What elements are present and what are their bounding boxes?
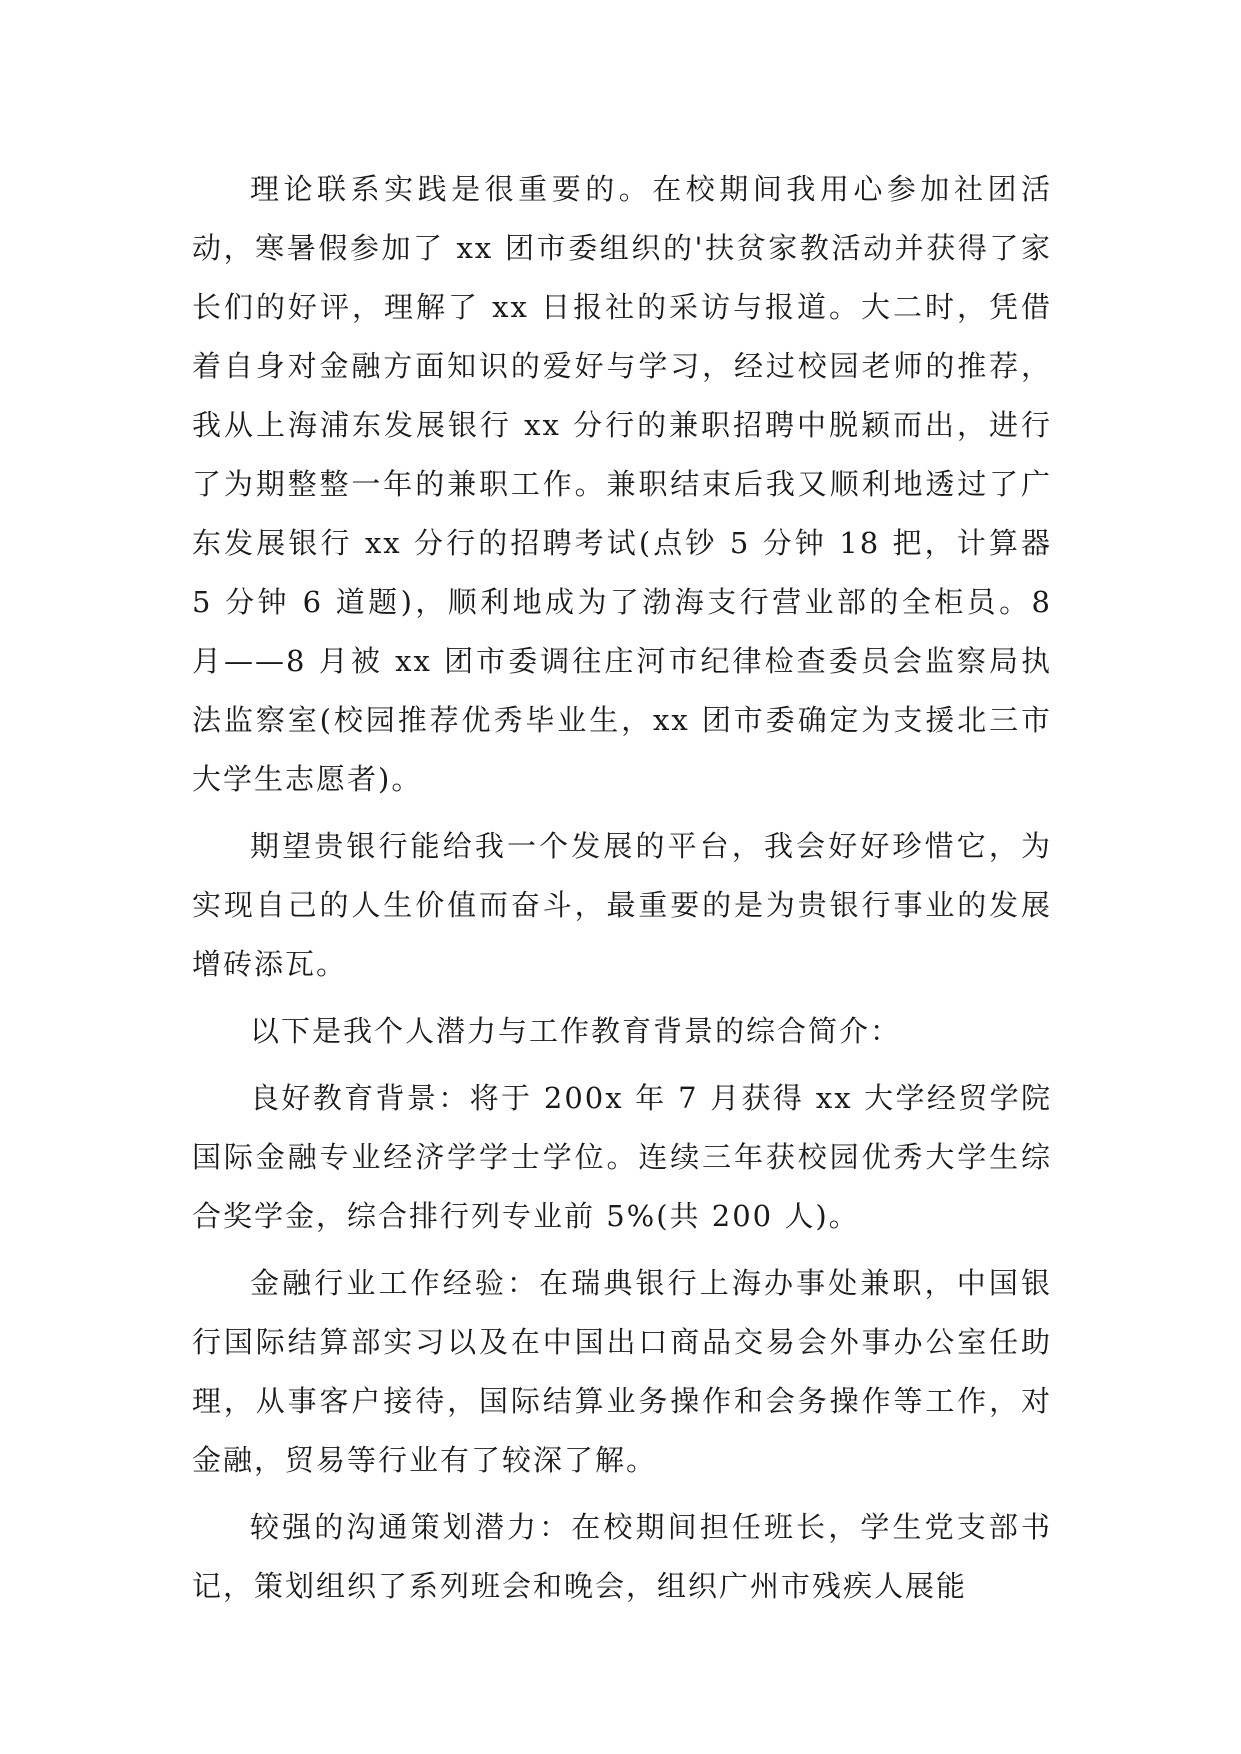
- paragraph-finance-experience: 金融行业工作经验：在瑞典银行上海办事处兼职，中国银行国际结算部实习以及在中国出口商品交易会外事办公室任助理，从事客户接待，国际结算业务操作和会务操作等工作，对金融，贸易等行业有了较深了解。: [192, 1266, 1052, 1477]
- paragraph-communication: 较强的沟通策划潜力：在校期间担任班长，学生党支部书记，策划组织了系列班会和晚会，组织广州市残疾人展能: [192, 1510, 1052, 1603]
- paragraph-practice-experience: 理论联系实践是很重要的。在校期间我用心参加社团活动，寒暑假参加了 xx 团市委组织的'扶贫家教活动并获得了家长们的好评，理解了 xx 日报社的采访与报道。大二时，凭借着自身对金融方面知识的爱好与学习，经过校园老师的推荐，我从上海浦东发展银行 xx 分行的兼职招聘中脱颖而出，进行了为期整整一年的兼职工作。兼职结束后我又顺利地透过了广东发展银行 xx 分行的招聘考试(点钞 5 分钟 18 把，计算器 5 分钟 6 道题)，顺利地成为了渤海支行营业部的全柜员。8 月——8 月被 xx 团市委调往庄河市纪律检查委员会监察局执法监察室(校园推荐优秀毕业生，xx 团市委确定为支援北三市大学生志愿者)。: [192, 172, 1052, 796]
- paragraph-education: 良好教育背景：将于 200x 年 7 月获得 xx 大学经贸学院国际金融专业经济学学士学位。连续三年获校园优秀大学生综合奖学金，综合排行列专业前 5%(共 200 人)。: [192, 1081, 1052, 1233]
- document-body: [192, 160, 1052, 1624]
- paragraph-intro: 以下是我个人潜力与工作教育背景的综合简介：: [250, 1014, 902, 1048]
- paragraph-expectation: 期望贵银行能给我一个发展的平台，我会好好珍惜它，为实现自己的人生价值而奋斗，最重要的是为贵银行事业的发展增砖添瓦。: [192, 829, 1052, 981]
